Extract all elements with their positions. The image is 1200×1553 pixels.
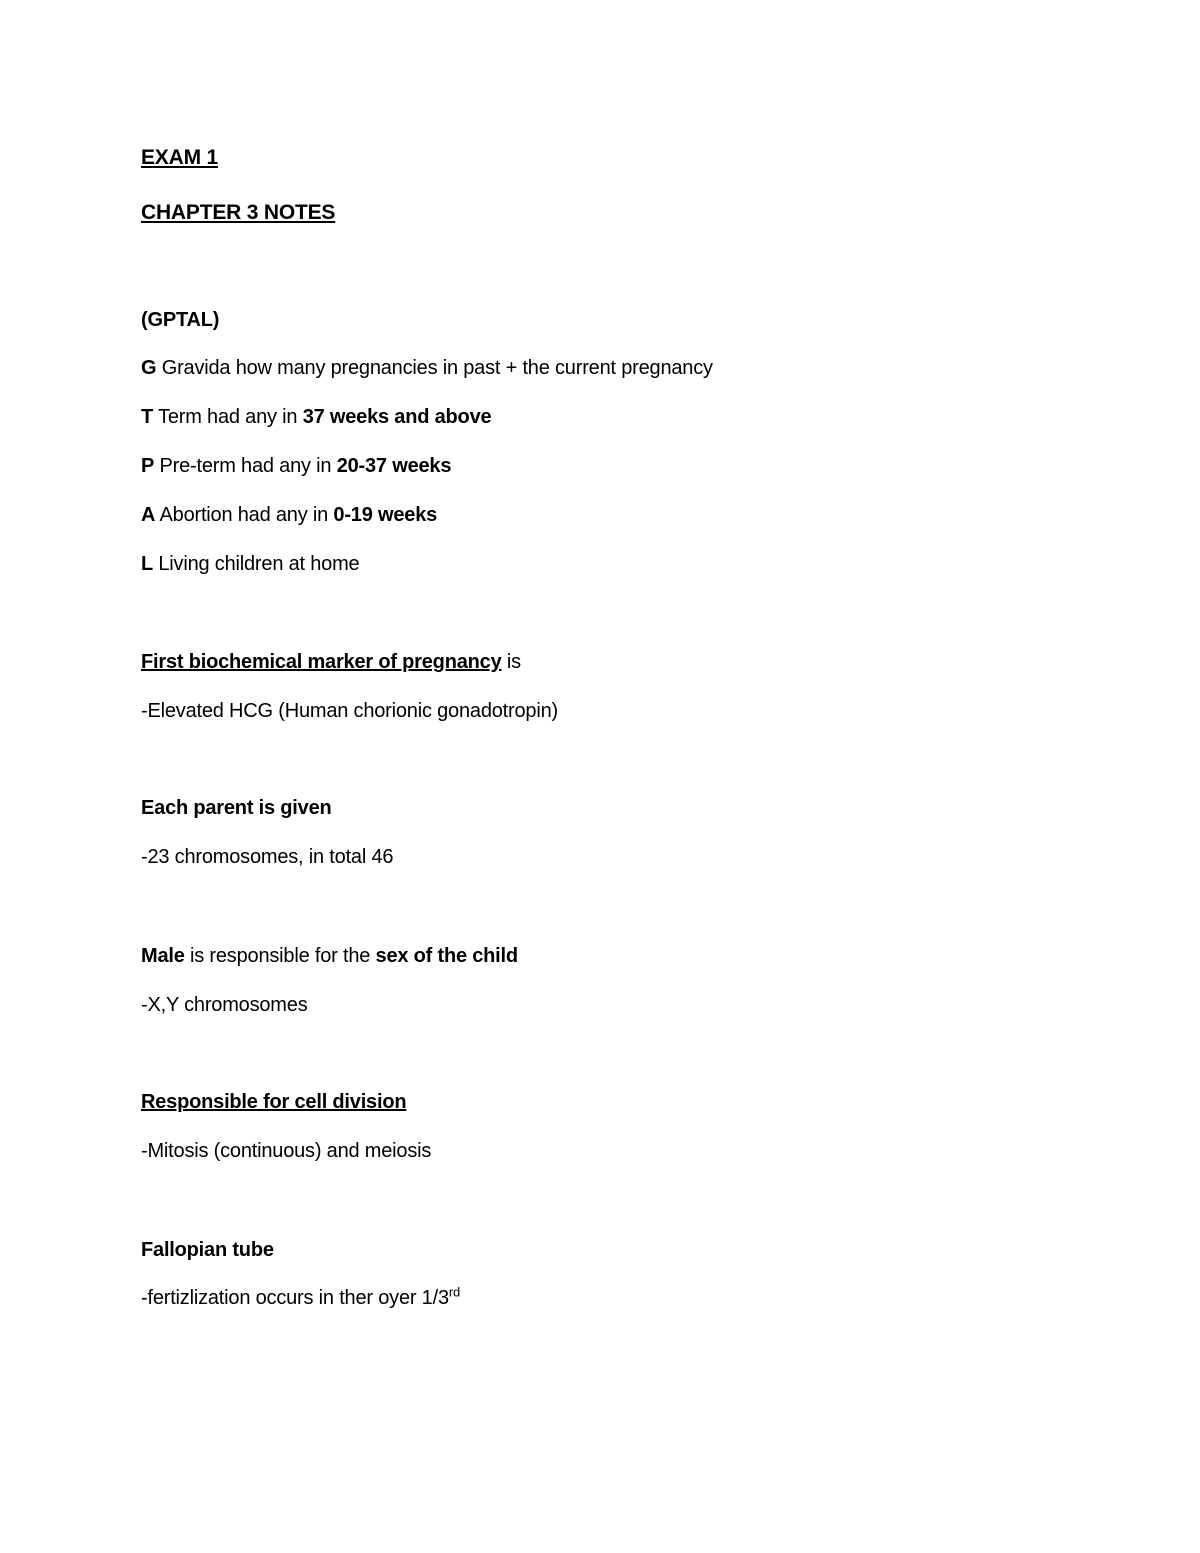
superscript-rd: rd [448,1284,461,1300]
gptal-letter: T [141,406,154,428]
fallopian-note: -fertizlization occurs in ther oyer 1/3rd [141,1284,461,1309]
gptal-text: Living children at home [153,553,360,575]
gptal-item-l [141,552,359,576]
gptal-letter: G [141,357,157,379]
parent-note: -23 chromosomes, in total 46 [141,846,394,868]
marker-note: -Elevated HCG (Human chorionic gonadotropin) [141,700,558,722]
gptal-bold-range: 20-37 weeks [336,455,452,477]
division-heading: Responsible for cell division [141,1091,407,1113]
gptal-item-t [141,405,491,429]
gptal-letter: A [141,504,156,526]
sex-note: -X,Y chromosomes [141,994,308,1016]
gptal-text: Pre-term had any in [154,455,337,477]
exam-title: EXAM 1 [141,146,218,169]
gptal-text: Gravida how many pregnancies in past + the current pregnancy [156,357,713,379]
division-note: -Mitosis (continuous) and meiosis [141,1140,432,1162]
gptal-text: Abortion had any in [155,504,334,526]
marker-heading: First biochemical marker of pregnancy is [141,651,521,673]
gptal-item-g [141,356,713,380]
gptal-bold-range: 37 weeks and above [302,406,492,428]
gptal-letter: P [141,455,155,477]
gptal-text: Term had any in [153,406,303,428]
sex-heading: Male is responsible for the sex of the child [141,945,518,967]
chapter-title: CHAPTER 3 NOTES [141,201,336,224]
gptal-item-a [141,503,437,527]
gptal-bold-range: 0-19 weeks [333,504,438,526]
gptal-letter: L [141,553,154,575]
gptal-heading: (GPTAL) [141,309,220,331]
parent-heading: Each parent is given [141,797,332,819]
gptal-item-p [141,454,451,478]
fallopian-heading: Fallopian tube [141,1239,274,1261]
